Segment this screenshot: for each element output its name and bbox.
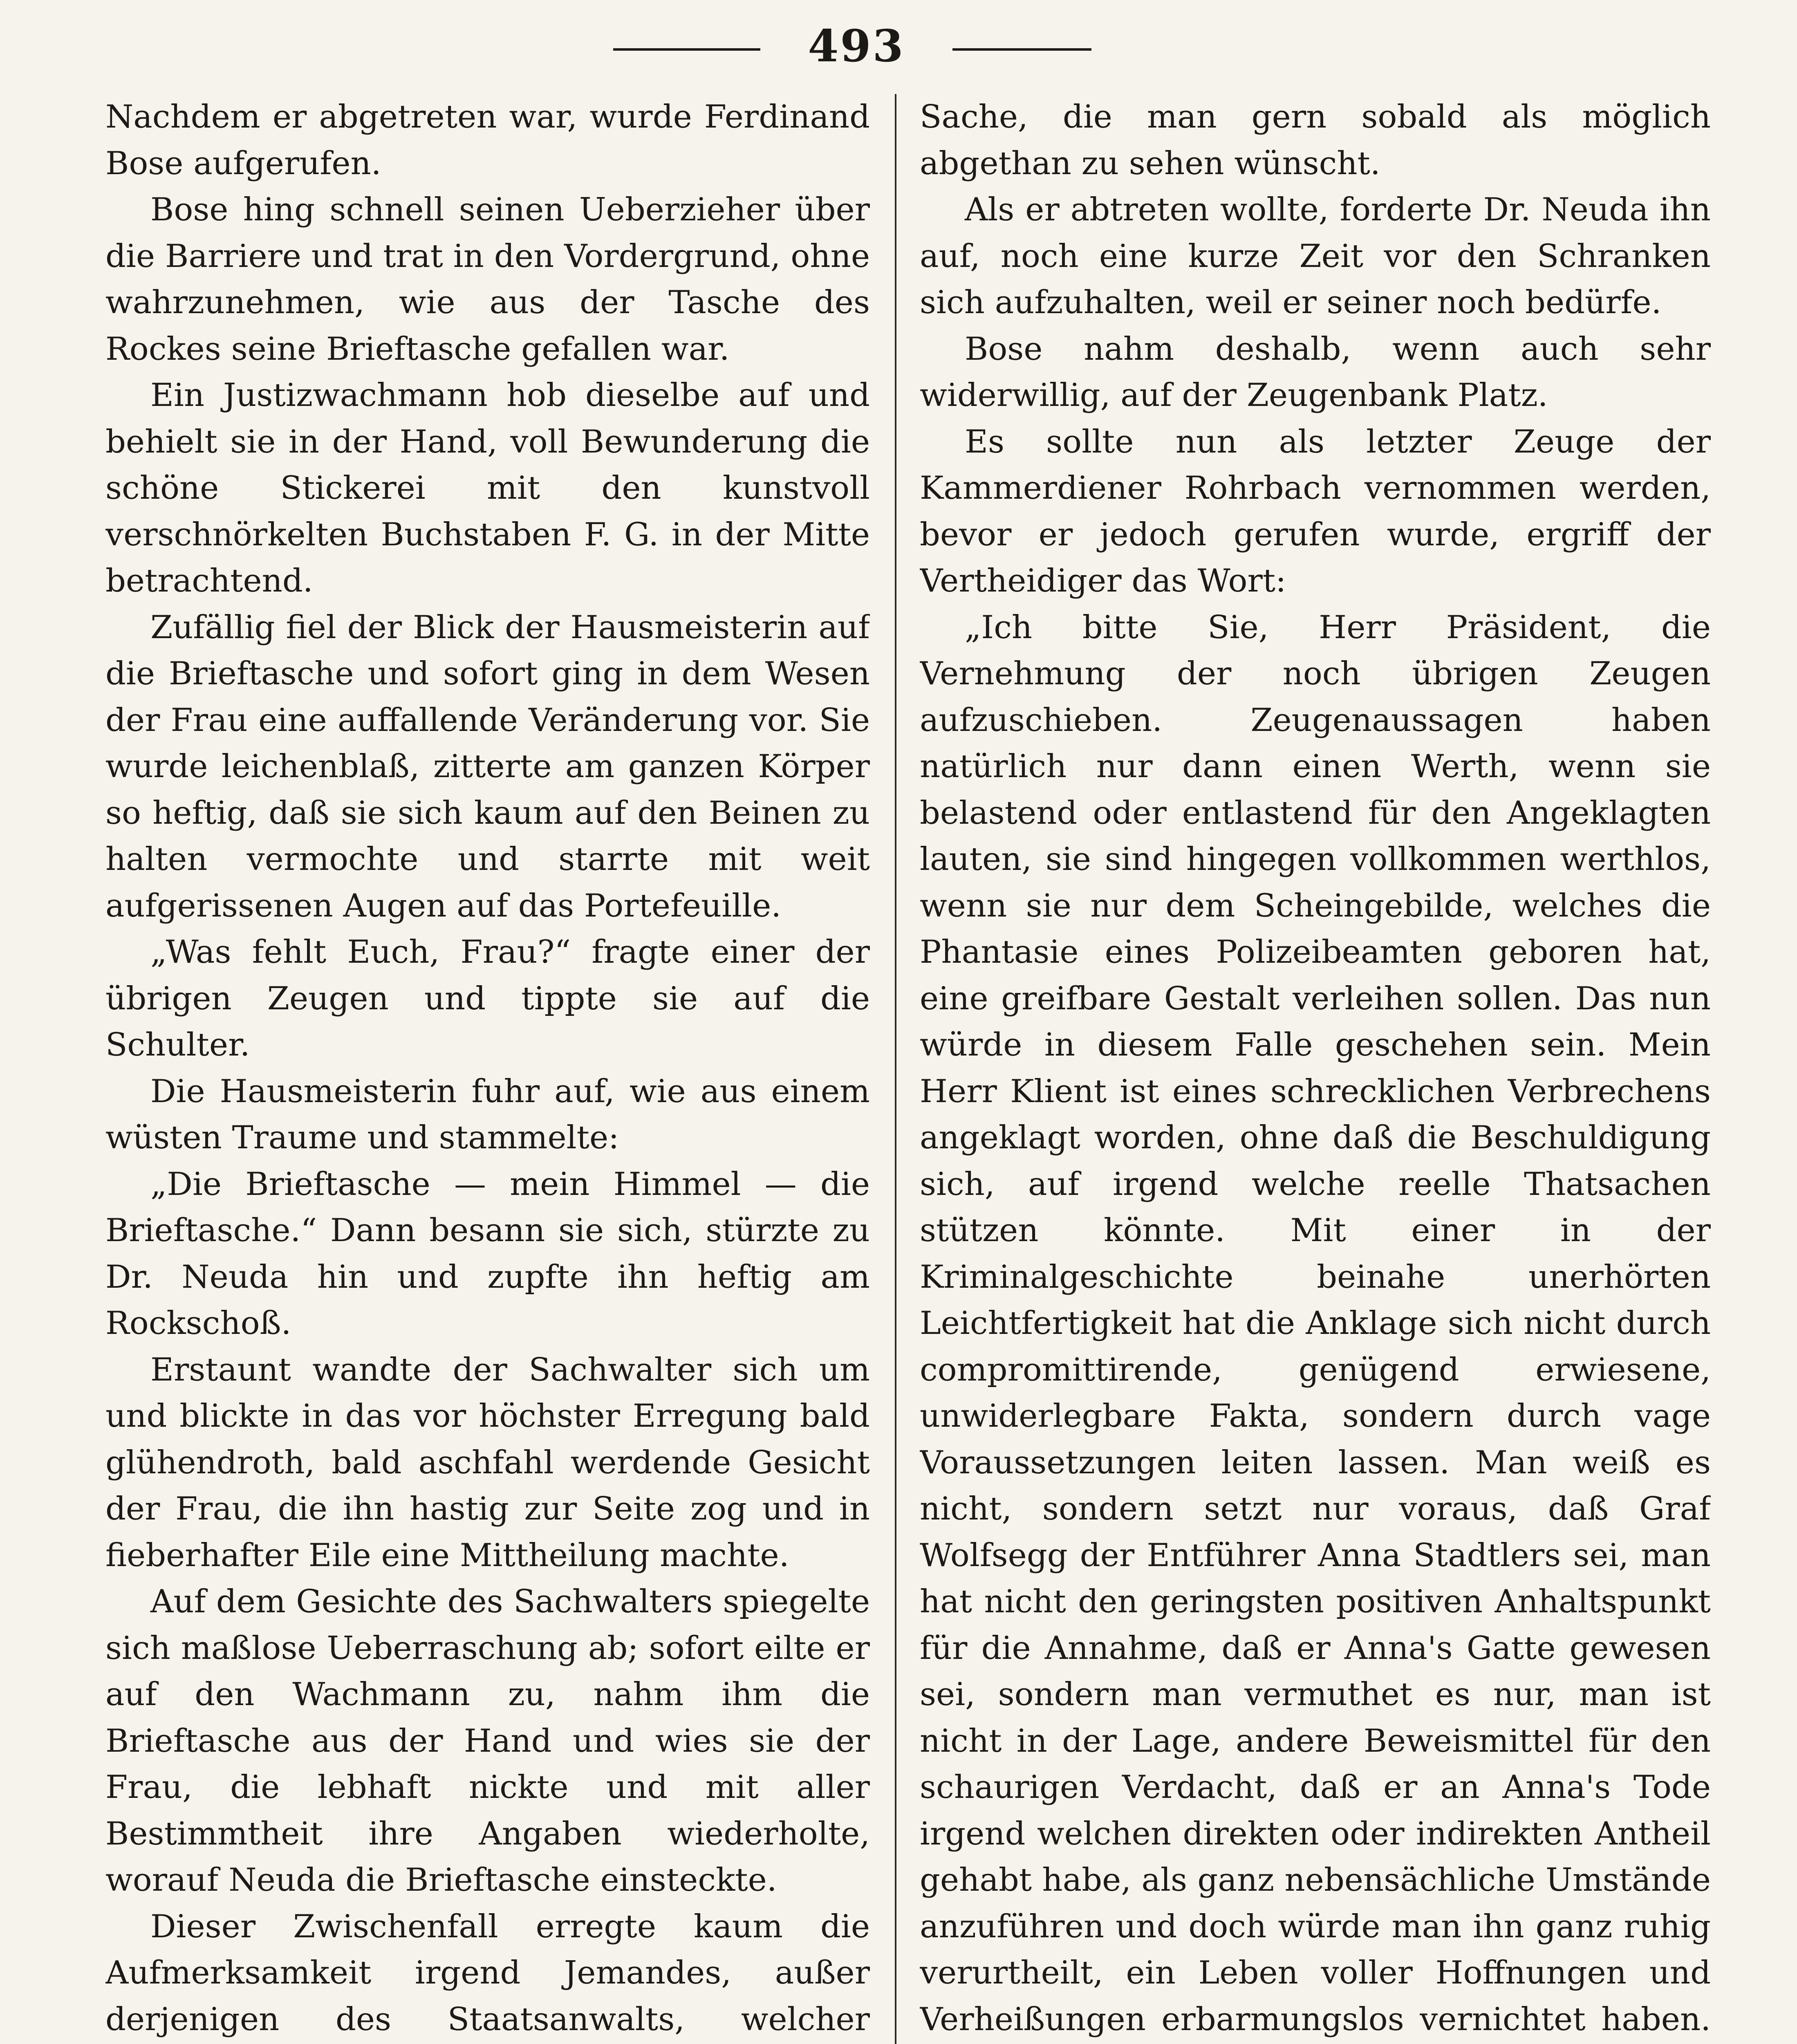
paragraph: Erstaunt wandte der Sachwalter sich um und blickte in das vor höchster Erregung bald glühendroth, bald aschfahl werdende Gesicht der Frau, die ihn hastig zur Seite zog und in fieberhafter Eile eine Mittheilung machte. xyxy=(105,1351,870,1574)
paragraph: Ein Justizwachmann hob dieselbe auf und behielt sie in der Hand, voll Bewunderung die schöne Stickerei mit den kunstvoll verschnörkelten Buchstaben F. G. in der Mitte betrachtend. xyxy=(105,377,870,599)
paragraph: Bose nahm deshalb, wenn auch sehr widerwillig, auf der Zeugenbank Platz. xyxy=(920,330,1711,414)
paragraph: Sache, die man gern sobald als möglich abgethan zu sehen wünscht. xyxy=(920,99,1711,182)
paragraph: Zufällig fiel der Blick der Hausmeisterin auf die Brieftasche und sofort ging in dem Wesen der Frau eine auffallende Veränderung vor. Sie wurde leichenblaß, zitterte am ganzen Körper so heftig, daß sie sich kaum auf den Beinen zu halten vermochte und starrte mit weit aufgerissenen Augen auf das Portefeuille. xyxy=(105,609,870,924)
paragraph: Auf dem Gesichte des Sachwalters spiegelte sich maßlose Ueberraschung ab; sofort eilte er auf den Wachmann zu, nahm ihm die Brieftasche aus der Hand und wies sie der Frau, die lebhaft nickte und mit aller Bestimmtheit ihre Angaben wiederholte, worauf Neuda die Brieftasche einsteckte. xyxy=(105,1583,870,1898)
left-column xyxy=(105,94,870,2044)
paragraph: „Die Brieftasche — mein Himmel — die Brieftasche.“ Dann besann sie sich, stürzte zu Dr. Neuda hin und zupfte ihn heftig am Rockschoß. xyxy=(105,1165,870,1342)
page-header xyxy=(0,16,1797,78)
paragraph: „Was fehlt Euch, Frau?“ fragte einer der übrigen Zeugen und tippte sie auf die Schulter. xyxy=(105,934,870,1063)
paragraph: Die Hausmeisterin fuhr auf, wie aus einem wüsten Traume und stammelte: xyxy=(105,1073,870,1156)
header-rule-left xyxy=(613,48,760,51)
header-rule-right xyxy=(952,48,1091,51)
paragraph: Dieser Zwischenfall erregte kaum die Aufmerksamkeit irgend Jemandes, außer derjenigen des Staatsanwalts, welcher xyxy=(105,1908,870,2038)
right-column xyxy=(920,94,1711,2044)
paragraph: „Ich bitte Sie, Herr Präsident, die Vernehmung der noch übrigen Zeugen aufzuschieben. Zeugenaussagen haben natürlich nur dann einen Werth, wenn sie belastend oder entlastend für den Angeklagten lauten, sie sind hingegen vollkommen werthlos, wenn sie nur dem Scheingebilde, welches die Phantasie eines Polizeibeamten geboren hat, eine greifbare Gestalt verleihen sollen. Das nun würde in diesem Falle geschehen sein. Mein Herr Klient ist eines schrecklichen Verbrechens angeklagt worden, ohne daß die Beschuldigung sich, auf irgend welche reelle Thatsachen stützen könnte. Mit einer in der Kriminalgeschichte beinahe unerhörten Leichtfertigkeit hat die Anklage sich nicht durch compromittirende, genügend erwiesene, unwiderlegbare Fakta, sondern durch vage Voraussetzungen leiten lassen. Man weiß es nicht, sondern setzt nur voraus, daß Graf Wolfsegg der Entführer Anna Stadtlers sei, man hat nicht den geringsten positiven Anhaltspunkt für die Annahme, daß er Anna's Gatte gewesen sei, sondern man vermuthet es nur, man ist nicht in der Lage, andere Beweismittel für den schaurigen Verdacht, daß er an Anna's Tode irgend welchen direkten oder indirekten Antheil gehabt habe, als ganz nebensächliche Umstände anzuführen und doch würde man ihn ganz ruhig verurtheilt, ein Leben voller Hoffnungen und Verheißungen erbarmungslos vernichtet haben. xyxy=(920,609,1711,2038)
column-divider xyxy=(895,94,896,2044)
paragraph: Bose hing schnell seinen Ueberzieher über die Barriere und trat in den Vordergrund, ohne wahrzunehmen, wie aus der Tasche des Rockes seine Brieftasche gefallen war. xyxy=(105,191,870,368)
paragraph: Nachdem er abgetreten war, wurde Ferdinand Bose aufgerufen. xyxy=(105,99,870,182)
paragraph: Es sollte nun als letzter Zeuge der Kammerdiener Rohrbach vernommen werden, bevor er jedoch gerufen wurde, ergriff der Vertheidiger das Wort: xyxy=(920,423,1711,599)
page-number: 493 xyxy=(808,20,905,72)
paragraph: Als er abtreten wollte, forderte Dr. Neuda ihn auf, noch eine kurze Zeit vor den Schranken sich aufzuhalten, weil er seiner noch bedürfe. xyxy=(920,191,1711,321)
